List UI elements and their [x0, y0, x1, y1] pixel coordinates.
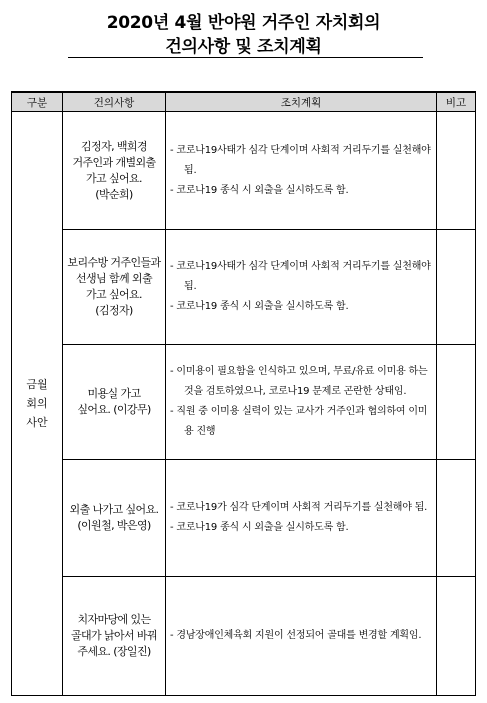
- suggestion-cell: 김정자, 백희경 거주인과 개별외출 가고 싶어요. (박순희): [63, 112, 166, 230]
- document-title-line2: 건의사항 및 조치계획: [165, 37, 322, 57]
- action-item: - 이미용이 필요함을 인식하고 있으며, 무료/유료 이미용 하는 것을 검토하였으나, 코로나19 문제로 곤란한 상태임.: [170, 366, 428, 397]
- action-item: - 코로나19 종식 시 외출을 실시하도록 함.: [170, 184, 349, 196]
- category-cell: 금월 회의 사안: [12, 112, 63, 696]
- action-cell: [166, 345, 437, 460]
- table-row: [12, 577, 476, 696]
- action-cell: [166, 230, 437, 345]
- table-row: [12, 112, 476, 230]
- action-cell: [166, 112, 437, 230]
- header-action: 조치계획: [166, 92, 437, 112]
- action-item: - 코로나19사태가 심각 단계이며 사회적 거리두기를 실천해야 됨.: [170, 144, 431, 176]
- action-cell: [166, 460, 437, 577]
- note-cell: [437, 345, 476, 460]
- action-item: - 직원 중 이미용 실력이 있는 교사가 거주인과 협의하여 이미용 진행: [170, 406, 428, 437]
- note-cell: [437, 230, 476, 345]
- table-header-row: [12, 92, 476, 112]
- document-title-line1: 2020년 4월 반야원 거주인 자치회의: [106, 13, 381, 33]
- note-cell: [437, 112, 476, 230]
- table-row: [12, 230, 476, 345]
- suggestion-cell: 미용실 가고 싶어요. (이강무): [63, 345, 166, 460]
- suggestion-cell: 외출 나가고 싶어요. (이원철, 박은영): [63, 460, 166, 577]
- title-underline: [68, 57, 423, 58]
- suggestion-table: [11, 91, 476, 696]
- suggestion-cell: 치자마당에 있는 골대가 낡아서 바꿔 주세요. (장일진): [63, 577, 166, 696]
- suggestion-cell: 보리수방 거주인들과 선생님 함께 외출 가고 싶어요. (김정자): [63, 230, 166, 345]
- action-item: - 경남장애인체육회 지원이 선정되어 골대를 변경할 계획임.: [170, 630, 422, 641]
- action-item: - 코로나19가 심각 단계이며 사회적 거리두기를 실천해야 됨.: [170, 502, 428, 513]
- table-row: [12, 460, 476, 577]
- note-cell: [437, 460, 476, 577]
- action-cell: [166, 577, 437, 696]
- note-cell: [437, 577, 476, 696]
- header-category: 구분: [12, 92, 63, 112]
- action-item: - 코로나19 종식 시 외출을 실시하도록 함.: [170, 522, 349, 533]
- header-note: 비고: [437, 92, 476, 112]
- action-item: - 코로나19사태가 심각 단계이며 사회적 거리두기를 실천해야 됨.: [170, 261, 431, 292]
- table-row: [12, 345, 476, 460]
- header-suggestion: 건의사항: [63, 92, 166, 112]
- action-item: - 코로나19 종식 시 외출을 실시하도록 함.: [170, 301, 349, 312]
